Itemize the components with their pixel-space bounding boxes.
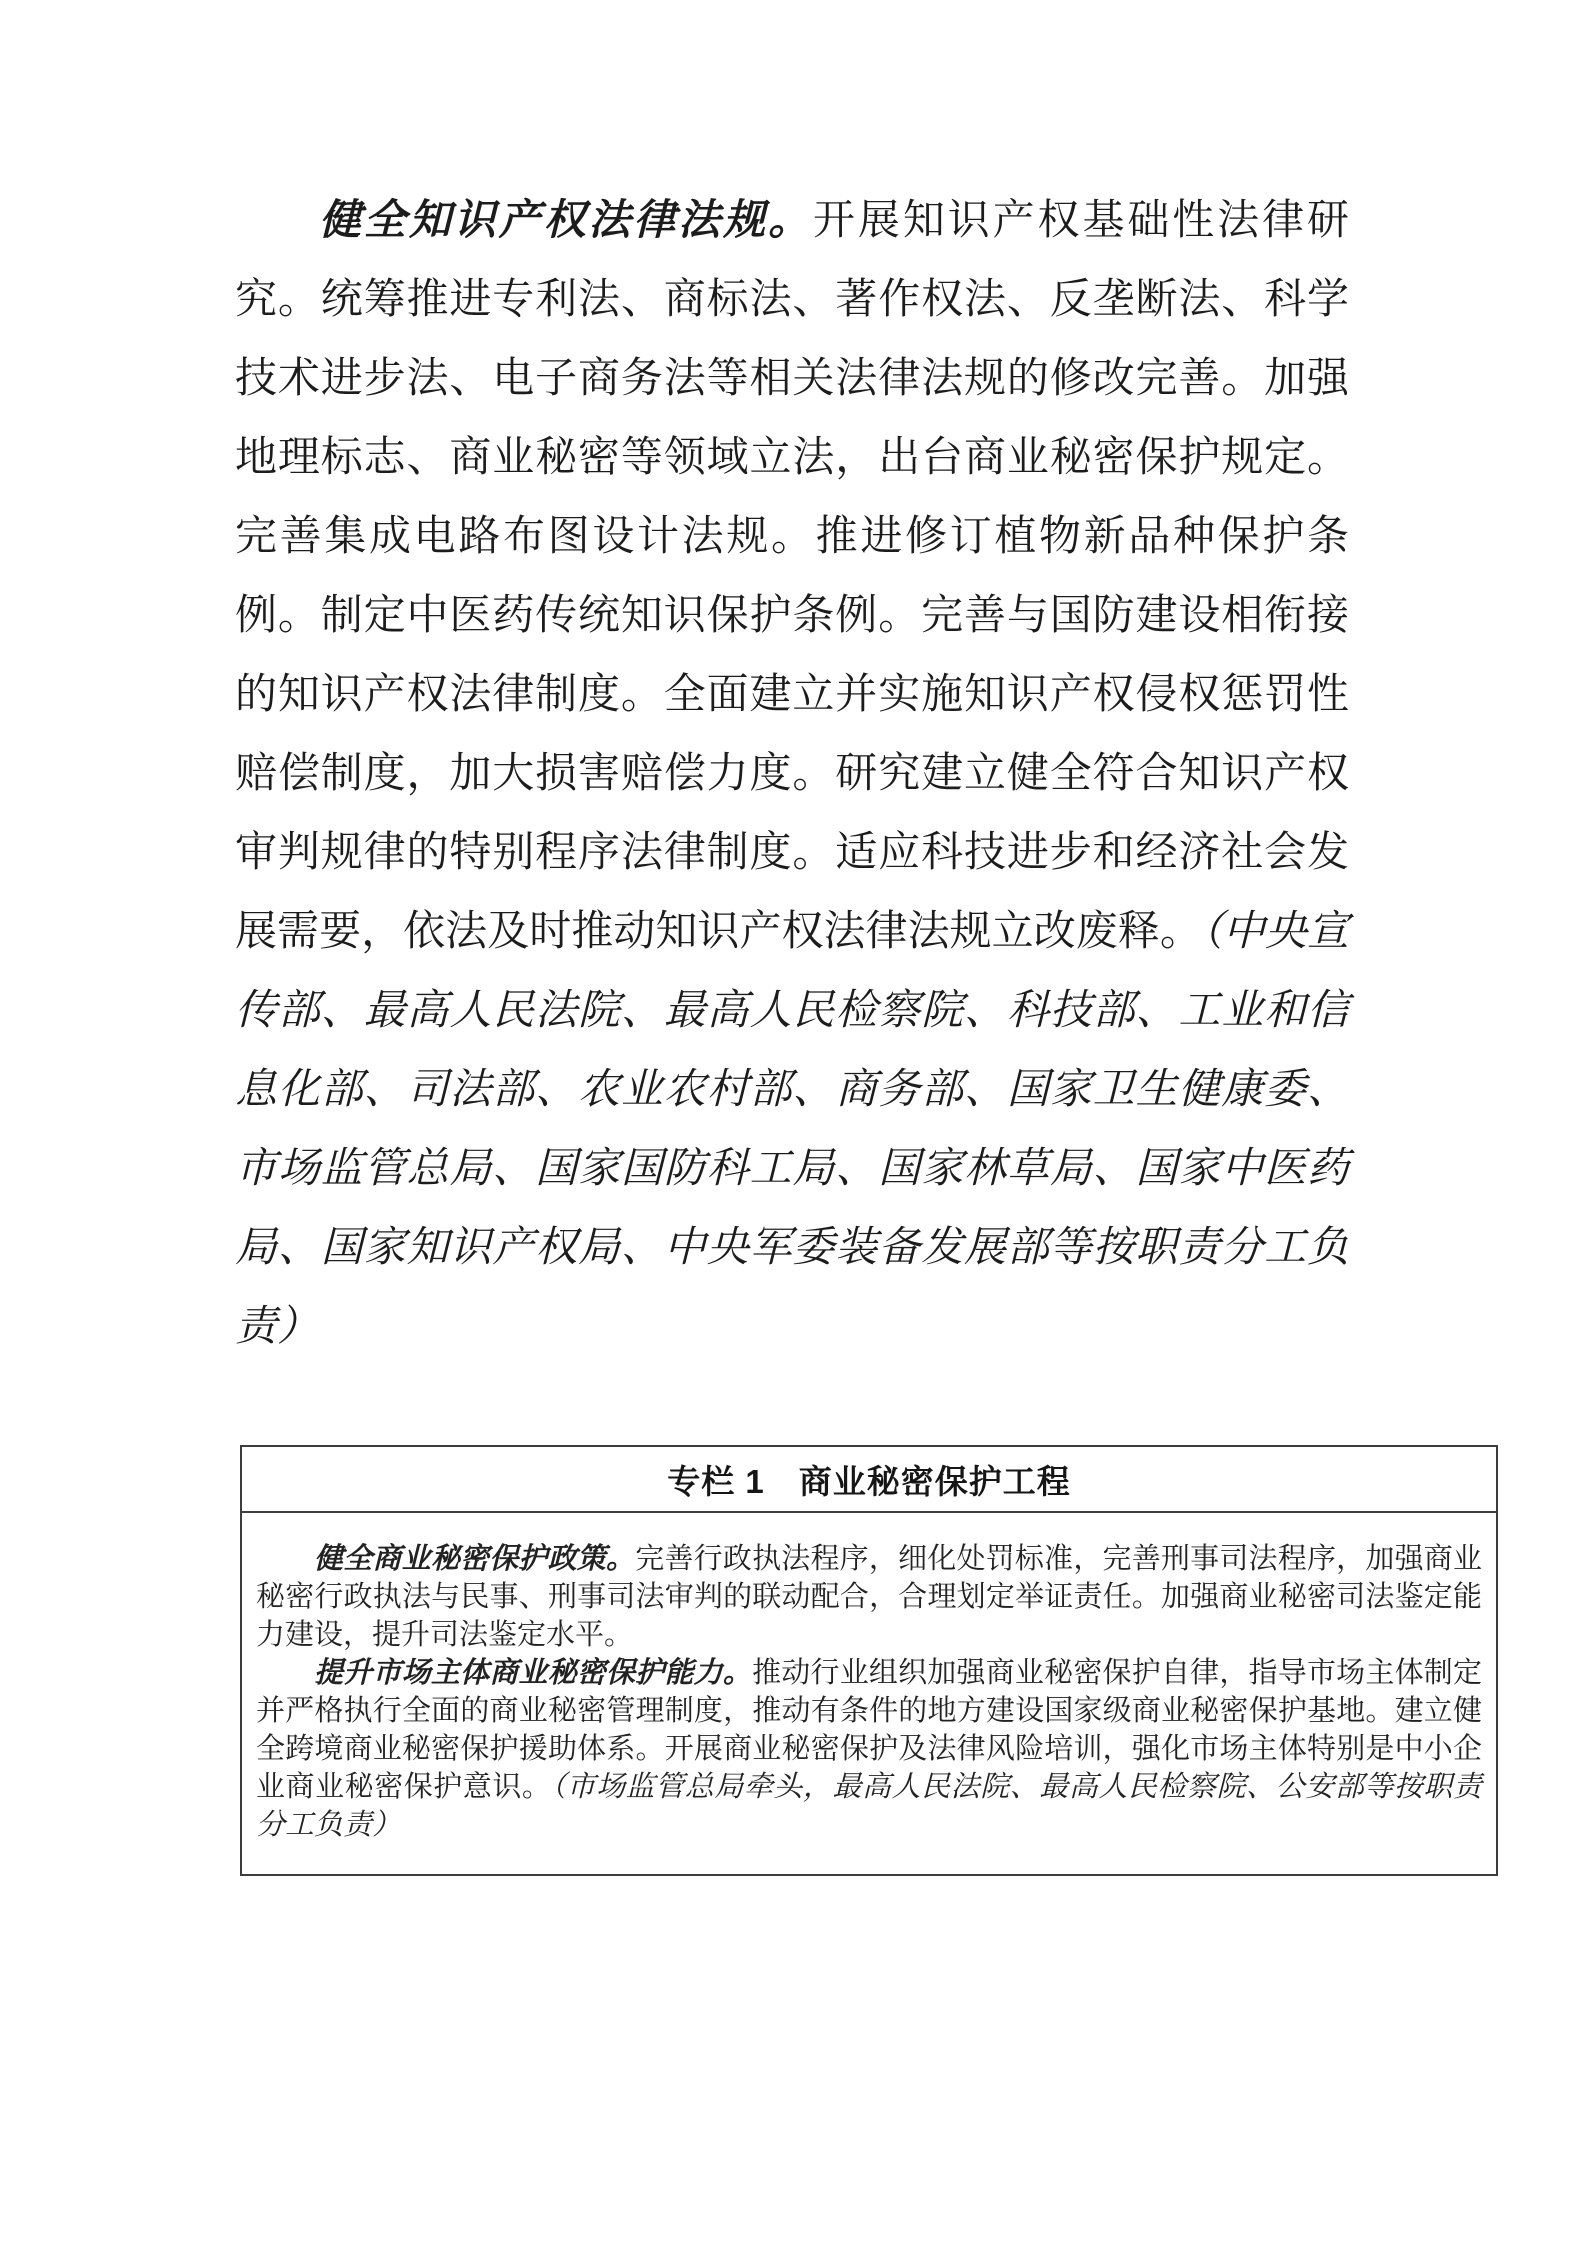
column-box-header [242,1447,1496,1513]
main-paragraph [235,182,1349,1367]
main-paragraph-lead: 健全知识产权法律法规。 [319,198,813,244]
box-paragraph [256,1540,1482,1654]
box-paragraph [256,1654,1482,1844]
box-paragraph-lead: 健全商业秘密保护政策。 [314,1543,636,1575]
box-paragraph-lead: 提升市场主体商业秘密保护能力。 [314,1657,753,1689]
column-box [240,1445,1498,1876]
box-paragraph-agencies: （市场监管总局牵头，最高人民法院、最高人民检察院、公安部等按职责分工负责） [256,1771,1482,1841]
main-paragraph-body: 开展知识产权基础性法律研究。统筹推进专利法、商标法、著作权法、反垄断法、科学技术进步法、电子商务法等相关法律法规的修改完善。加强地理标志、商业秘密等领域立法，出台商业秘密保护规定。完善集成电路布图设计法规。推进修订植物新品种保护条例。制定中医药传统知识保护条例。完善与国防建设相衔接的知识产权法律制度。全面建立并实施知识产权侵权惩罚性赔偿制度，加大损害赔偿力度。研究建立健全符合知识产权审判规律的特别程序法律制度。适应科技进步和经济社会发展需要，依法及时推动知识产权法律法规立改废释。 [235,198,1349,955]
box-paragraph-body: 推动行业组织加强商业秘密保护自律，指导市场主体制定并严格执行全面的商业秘密管理制度，推动有条件的地方建设国家级商业秘密保护基地。建立健全跨境商业秘密保护援助体系。开展商业秘密保护及法律风险培训，强化市场主体特别是中小企业商业秘密保护意识。 [256,1657,1482,1803]
main-paragraph-agencies: （中央宣传部、最高人民法院、最高人民检察院、科技部、工业和信息化部、司法部、农业农村部、商务部、国家卫生健康委、市场监管总局、国家国防科工局、国家林草局、国家中医药局、国家知识产权局、中央军委装备发展部等按职责分工负责） [235,909,1349,1350]
column-box-body [242,1513,1496,1874]
column-box-title: 专栏 1 商业秘密保护工程 [667,1462,1071,1500]
box-paragraph-body: 完善行政执法程序，细化处罚标准，完善刑事司法程序，加强商业秘密行政执法与民事、刑事司法审判的联动配合，合理划定举证责任。加强商业秘密司法鉴定能力建设，提升司法鉴定水平。 [256,1543,1482,1651]
